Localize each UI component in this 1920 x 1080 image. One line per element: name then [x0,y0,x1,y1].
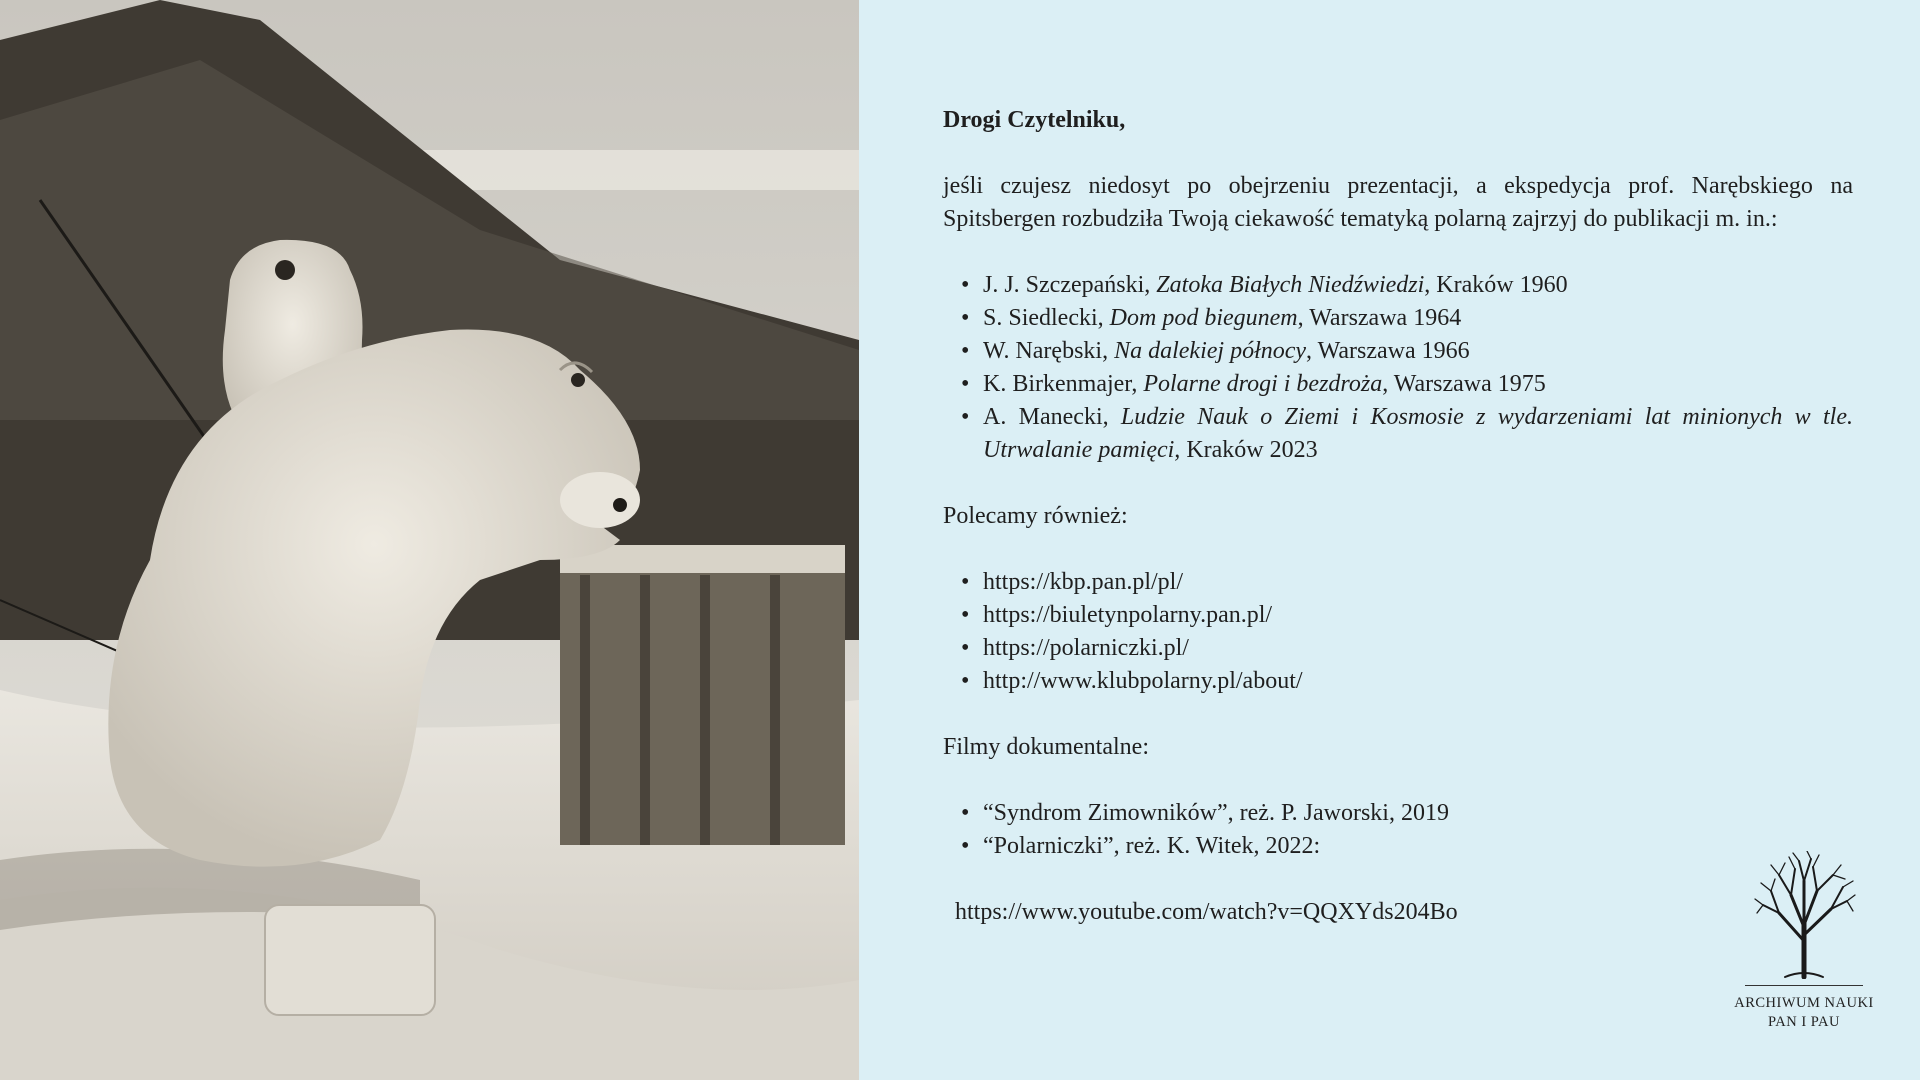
logo-text-line1: ARCHIWUM NAUKI [1734,995,1874,1011]
letter-panel [943,104,1853,929]
publication-author: J. J. Szczepański, [983,272,1157,298]
films-list [943,797,1853,863]
link-item[interactable] [983,665,1853,698]
film-item: • “Syndrom Zimowników”, reż. P. Jaworski, 2019 [983,797,1853,830]
publications-list [943,269,1853,467]
publication-item [983,401,1853,467]
publication-title: Polarne drogi i bezdroża [1143,371,1383,397]
link-polarniczki[interactable]: https://polarniczki.pl/ [983,635,1189,661]
polar-bears-photo [0,0,859,1080]
publication-place-year: , Warszawa 1964 [1297,305,1462,331]
films-heading: Filmy dokumentalne: [943,734,1149,760]
tree-icon [1749,851,1859,979]
publication-place-year: , Warszawa 1975 [1382,371,1546,397]
publication-item [983,335,1853,368]
publication-author: A. Manecki, [983,404,1121,430]
polar-bears-illustration [0,0,859,1080]
archiwum-nauki-logo [1724,851,1884,1036]
link-kbp[interactable]: https://kbp.pan.pl/pl/ [983,569,1184,595]
link-klubpolarny[interactable]: http://www.klubpolarny.pl/about/ [983,668,1303,694]
publication-item [983,368,1853,401]
link-item[interactable] [983,632,1853,665]
publication-place-year: Kraków 2023 [1180,437,1318,463]
logo-divider [1745,985,1863,986]
publication-place-year: , Kraków 1960 [1424,272,1568,298]
publication-item [983,302,1853,335]
publication-title: Ludzie Nauk o Ziemi i Kosmosie z wydarzeniami lat minionych w tle. Utrwalanie pamięci, [983,404,1853,463]
film-item: • “Polarniczki”, reż. K. Witek, 2022: [983,830,1853,863]
logo-text-line2: PAN I PAU [1768,1014,1840,1030]
publication-title: Zatoka Białych Niedźwiedzi [1156,272,1425,298]
links-list [943,566,1853,698]
publication-item [983,269,1853,302]
publication-place-year: , Warszawa 1966 [1306,338,1470,364]
recommend-heading: Polecamy również: [943,503,1128,529]
greeting: Drogi Czytelniku, [943,107,1126,133]
publication-author: W. Narębski, [983,338,1115,364]
link-item[interactable] [983,566,1853,599]
publication-author: K. Birkenmajer, [983,371,1144,397]
film-youtube-link[interactable]: https://www.youtube.com/watch?v=QQXYds204Bo [955,899,1458,925]
intro-paragraph: jeśli czujesz niedosyt po obejrzeniu prezentacji, a ekspedycja prof. Narębskiego na Spitsbergen rozbudziła Twoją ciekawość tematyką polarną zajrzyj do publikacji m. in.: [943,173,1853,232]
publication-title: Na dalekiej północy [1114,338,1307,364]
link-item[interactable] [983,599,1853,632]
publication-title: Dom pod biegunem [1109,305,1298,331]
publication-author: S. Siedlecki, [983,305,1110,331]
link-biuletyn[interactable]: https://biuletynpolarny.pan.pl/ [983,602,1273,628]
